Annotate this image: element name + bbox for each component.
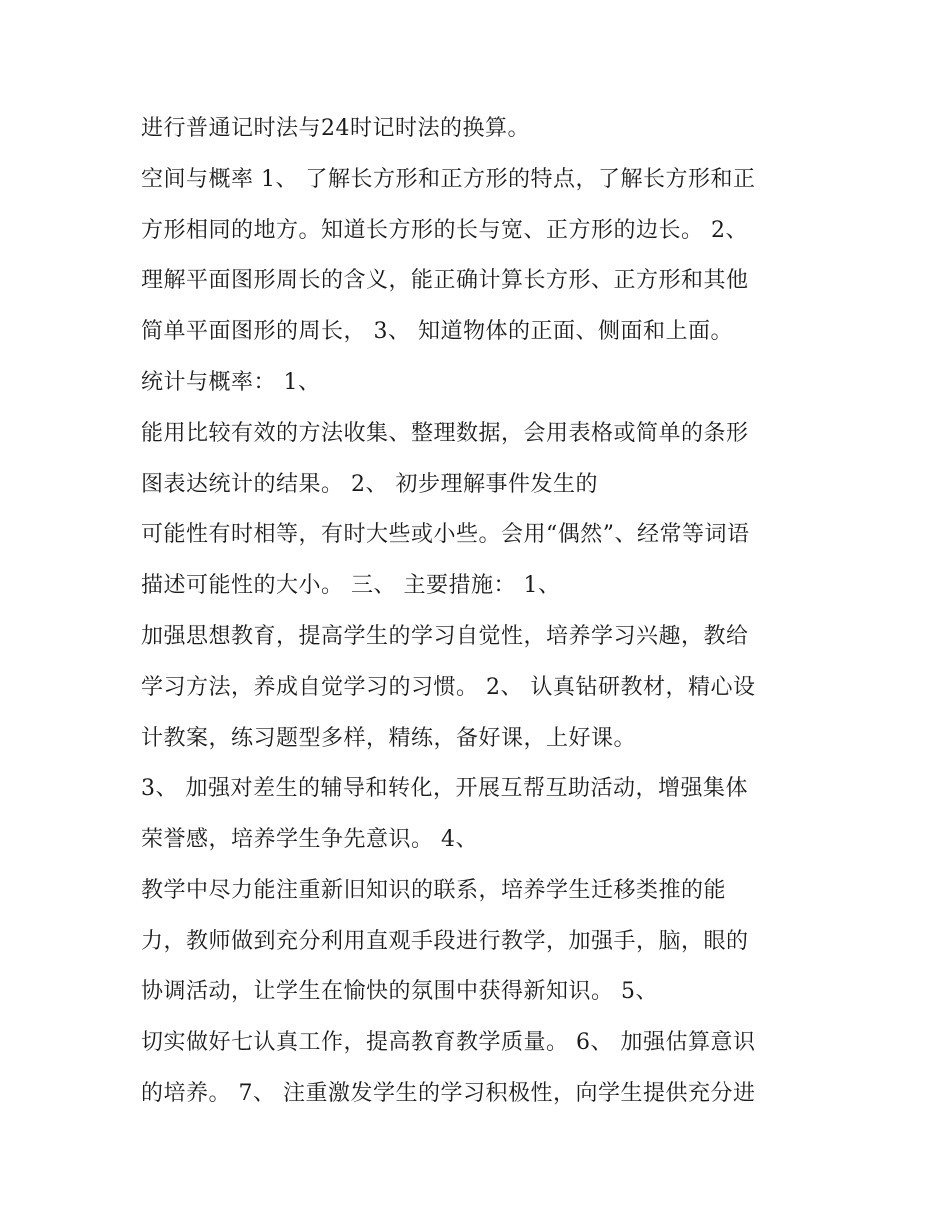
text-line: 可能性有时相等，有时大些或小些。会用“偶然”、经常等词语 [141,522,750,547]
text-line: 简单平面图形的周长， 3、 知道物体的正面、侧面和上面。 [141,319,733,344]
text-line: 计教案，练习题型多样，精练，备好课，上好课。 [141,726,637,751]
text-line: 协调活动，让学生在愉快的氛围中获得新知识。 5、 [141,979,658,1004]
text-line: 理解平面图形周长的含义，能正确计算长方形、正方形和其他 [141,268,749,293]
text-line: 空间与概率 1、 了解长方形和正方形的特点，了解长方形和正 [141,167,756,192]
text-line: 学习方法，养成自觉学习的习惯。 2、 认真钻研教材，精心设 [141,675,756,700]
text-line: 加强思想教育，提高学生的学习自觉性，培养学习兴趣，教给 [141,624,749,649]
text-line: 切实做好七认真工作，提高教育教学质量。 6、 加强估算意识 [141,1030,756,1055]
text-line: 能用比较有效的方法收集、整理数据，会用表格或简单的条形 [141,421,749,446]
text-line: 力，教师做到充分利用直观手段进行教学，加强手，脑，眼的 [141,929,749,954]
text-line: 统计与概率： 1、 [141,370,321,395]
text-line: 荣誉感，培养学生争先意识。 4、 [141,827,478,852]
text-line: 3、 加强对差生的辅导和转化，开展互帮互助活动，增强集体 [141,776,748,801]
text-line: 描述可能性的大小。 三、 主要措施： 1、 [141,573,561,598]
text-line: 图表达统计的结果。 2、 初步理解事件发生的 [141,472,598,497]
text-line: 的培养。 7、 注重激发学生的学习积极性，向学生提供充分进 [141,1081,756,1106]
text-line: 进行普通记时法与24时记时法的换算。 [141,116,530,141]
text-line: 方形相同的地方。知道长方形的长与宽、正方形的边长。 2、 [141,218,748,243]
text-line: 教学中尽力能注重新旧知识的联系，培养学生迁移类推的能 [141,878,727,903]
